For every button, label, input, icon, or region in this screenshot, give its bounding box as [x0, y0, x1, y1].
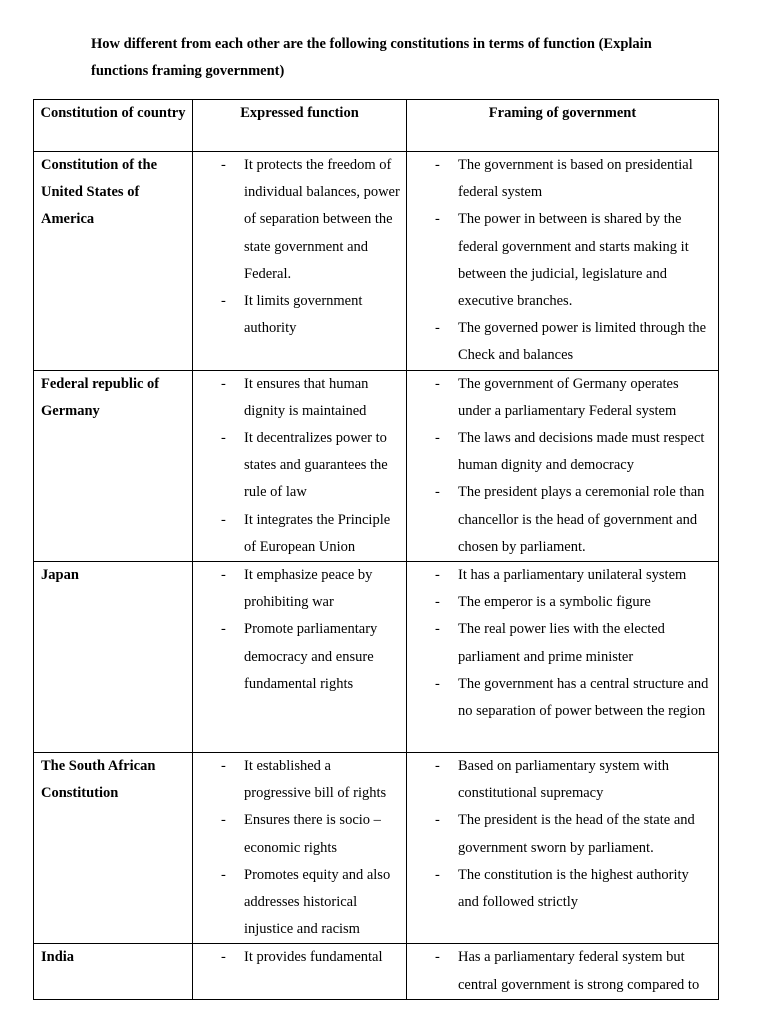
function-item: - Promotes equity and also addresses historical injustice and racism	[193, 862, 406, 944]
dash-bullet-icon: -	[435, 567, 440, 584]
dash-bullet-icon: -	[435, 866, 440, 883]
dash-bullet-icon: -	[221, 511, 226, 528]
function-cell	[193, 152, 407, 371]
function-item: - It limits government authority	[193, 288, 406, 342]
dash-bullet-icon: -	[435, 949, 440, 966]
table-row	[34, 944, 719, 999]
framing-item: - The emperor is a symbolic figure	[407, 589, 718, 616]
dash-bullet-icon: -	[221, 621, 226, 638]
table-header-row	[34, 100, 719, 152]
dash-bullet-icon: -	[221, 567, 226, 584]
country-cell: The South African Constitution	[34, 753, 193, 944]
dash-bullet-icon: -	[435, 157, 440, 173]
header-country: Constitution of country	[34, 100, 193, 152]
header-framing-of-government: Framing of government	[407, 100, 719, 152]
framing-item: - The government is based on presidential federal system	[407, 152, 718, 206]
constitutions-table	[33, 99, 719, 1000]
country-cell: India	[34, 944, 193, 999]
table-row	[34, 370, 719, 561]
function-item: - It protects the freedom of individual balances, power of separation between the state government and Federal.	[193, 152, 406, 288]
framing-item: - The real power lies with the elected parliament and prime minister	[407, 616, 718, 670]
dash-bullet-icon: -	[221, 375, 226, 392]
table-row	[34, 562, 719, 753]
question-heading: How different from each other are the following constitutions in terms of function (Explain functions framing government)	[91, 36, 652, 79]
framing-item: - The government of Germany operates under a parliamentary Federal system	[407, 371, 718, 425]
framing-item: - The governed power is limited through the Check and balances	[407, 315, 718, 369]
dash-bullet-icon: -	[435, 621, 440, 638]
function-item: - It emphasize peace by prohibiting war	[193, 562, 406, 616]
function-item: - It ensures that human dignity is maintained	[193, 371, 406, 425]
framing-item: - Has a parliamentary federal system but central government is strong compared to	[407, 944, 718, 998]
framing-cell	[407, 944, 719, 999]
dash-bullet-icon: -	[221, 949, 226, 966]
framing-item: - The laws and decisions made must respect human dignity and democracy	[407, 425, 718, 479]
framing-cell	[407, 370, 719, 561]
dash-bullet-icon: -	[435, 211, 440, 228]
dash-bullet-icon: -	[435, 484, 440, 501]
framing-cell	[407, 753, 719, 944]
function-cell	[193, 562, 407, 753]
dash-bullet-icon: -	[221, 293, 226, 310]
country-cell: Constitution of the United States of America	[34, 152, 193, 371]
function-item: - It decentralizes power to states and guarantees the rule of law	[193, 425, 406, 507]
table-row	[34, 753, 719, 944]
framing-item: - The president is the head of the state and government sworn by parliament.	[407, 807, 718, 861]
framing-item: - Based on parliamentary system with constitutional supremacy	[407, 753, 718, 807]
framing-cell	[407, 562, 719, 753]
dash-bullet-icon: -	[435, 375, 440, 392]
dash-bullet-icon: -	[435, 430, 440, 447]
function-item: - Promote parliamentary democracy and ensure fundamental rights	[193, 616, 406, 698]
dash-bullet-icon: -	[221, 430, 226, 447]
dash-bullet-icon: -	[435, 675, 440, 692]
function-item: - Ensures there is socio – economic rights	[193, 807, 406, 861]
function-item: - It integrates the Principle of European Union	[193, 507, 406, 561]
dash-bullet-icon: -	[221, 866, 226, 883]
dash-bullet-icon: -	[221, 157, 226, 173]
dash-bullet-icon: -	[221, 812, 226, 829]
country-cell: Japan	[34, 562, 193, 753]
framing-item: - The government has a central structure and no separation of power between the region	[407, 671, 718, 725]
function-cell	[193, 753, 407, 944]
function-item: - It established a progressive bill of rights	[193, 753, 406, 807]
framing-item: - It has a parliamentary unilateral system	[407, 562, 718, 589]
function-item: - It provides fundamental	[193, 944, 406, 971]
header-expressed-function: Expressed function	[193, 100, 407, 152]
framing-item: - The president plays a ceremonial role than chancellor is the head of government and chosen by parliament.	[407, 479, 718, 561]
table-row	[34, 152, 719, 371]
framing-item: - The constitution is the highest authority and followed strictly	[407, 862, 718, 916]
dash-bullet-icon: -	[435, 758, 440, 775]
framing-item: - The power in between is shared by the federal government and starts making it between the judicial, legislature and executive branches.	[407, 206, 718, 315]
function-cell	[193, 370, 407, 561]
dash-bullet-icon: -	[435, 812, 440, 829]
function-cell	[193, 944, 407, 999]
dash-bullet-icon: -	[435, 320, 440, 337]
country-cell: Federal republic of Germany	[34, 370, 193, 561]
dash-bullet-icon: -	[221, 758, 226, 775]
framing-cell	[407, 152, 719, 371]
dash-bullet-icon: -	[435, 594, 440, 611]
